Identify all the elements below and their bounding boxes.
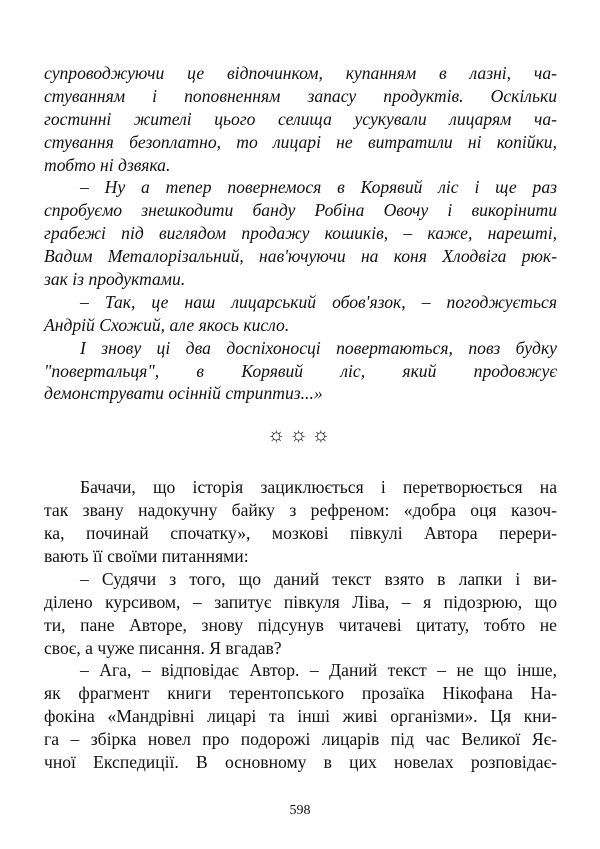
paragraph [44, 291, 557, 337]
text-line: вають її своїми питаннями: [44, 546, 249, 567]
paragraph [44, 568, 557, 660]
text-line: – Так, це наш лицарський обов'язок, – погоджується [80, 291, 557, 312]
text-line: стуванням і поповненням запасу продуктів. Оскільки [44, 85, 557, 106]
text-line: чної Експедиції. В основному в цих новелах розповідає- [44, 752, 557, 773]
section-divider: ☼☼☼ [267, 424, 334, 447]
page-number: 598 [289, 803, 311, 818]
text-line: – Судячи з того, що даний текст взято в лапки і ви- [80, 568, 557, 589]
page-text [44, 62, 557, 774]
paragraph [44, 176, 557, 290]
paragraph [44, 337, 557, 406]
paragraph [44, 476, 557, 568]
text-line: як фрагмент книги терентопського прозаїка Нікофана На- [44, 683, 557, 704]
paragraph [44, 62, 557, 176]
text-line: стування безоплатно, то лицарі не витратили ні копійки, [44, 131, 557, 152]
text-line: фокіна «Мандрівні лицарі та інші живі організми». Ця кни- [44, 706, 557, 727]
paragraph [44, 659, 557, 773]
text-line: І знову ці два доспіхоносці повертаються, повз будку [80, 337, 557, 358]
text-line: ділено курсивом, – запитує півкуля Ліва, – я підозрюю, що [44, 591, 557, 612]
text-line: своє, а чуже писання. Я вгадав? [44, 637, 282, 658]
text-line: тобто ні дзвяка. [44, 154, 171, 175]
main-text [44, 476, 557, 774]
text-line: так звану надокучну байку з рефреном: «добра оця казоч- [44, 500, 557, 521]
text-line: ка, починай спочатку», мозкові півкулі Автора перери- [44, 523, 557, 544]
text-line: ти, пане Авторе, знову підсунув читачеві цитату, тобто не [44, 614, 557, 635]
text-line: га – збірка новел про подорожі лицарів під час Великої Яє- [44, 729, 557, 750]
quoted-excerpt [44, 62, 557, 405]
text-line: грабежі під виглядом продажу кошиків, – каже, нарешті, [44, 223, 557, 244]
text-line: демонструвати осінній стриптиз...» [44, 383, 323, 404]
text-line: Андрій Схожий, але якось кисло. [44, 314, 290, 335]
text-line: супроводжуючи це відпочинком, купанням в лазні, ча- [44, 63, 557, 83]
text-line: – Ну а тепер повернемося в Корявий ліс і ще раз [80, 177, 557, 198]
text-line: Вадим Металорізальний, нав'ючуючи на коня Хлодвіга рюк- [44, 246, 557, 267]
text-line: Бачачи, що історія зациклюється і перетворюється на [80, 477, 557, 498]
text-line: гостинні жителі цього селища усукували лицарям ча- [44, 108, 557, 129]
text-line: "повертальця", в Корявий ліс, який продовжує [44, 360, 557, 381]
text-line: спробуємо знешкодити банду Робіна Овочу і викорінити [44, 200, 557, 221]
text-line: зак із продуктами. [44, 269, 186, 290]
text-line: – Ага, – відповідає Автор. – Даний текст – не що інше, [80, 660, 557, 681]
